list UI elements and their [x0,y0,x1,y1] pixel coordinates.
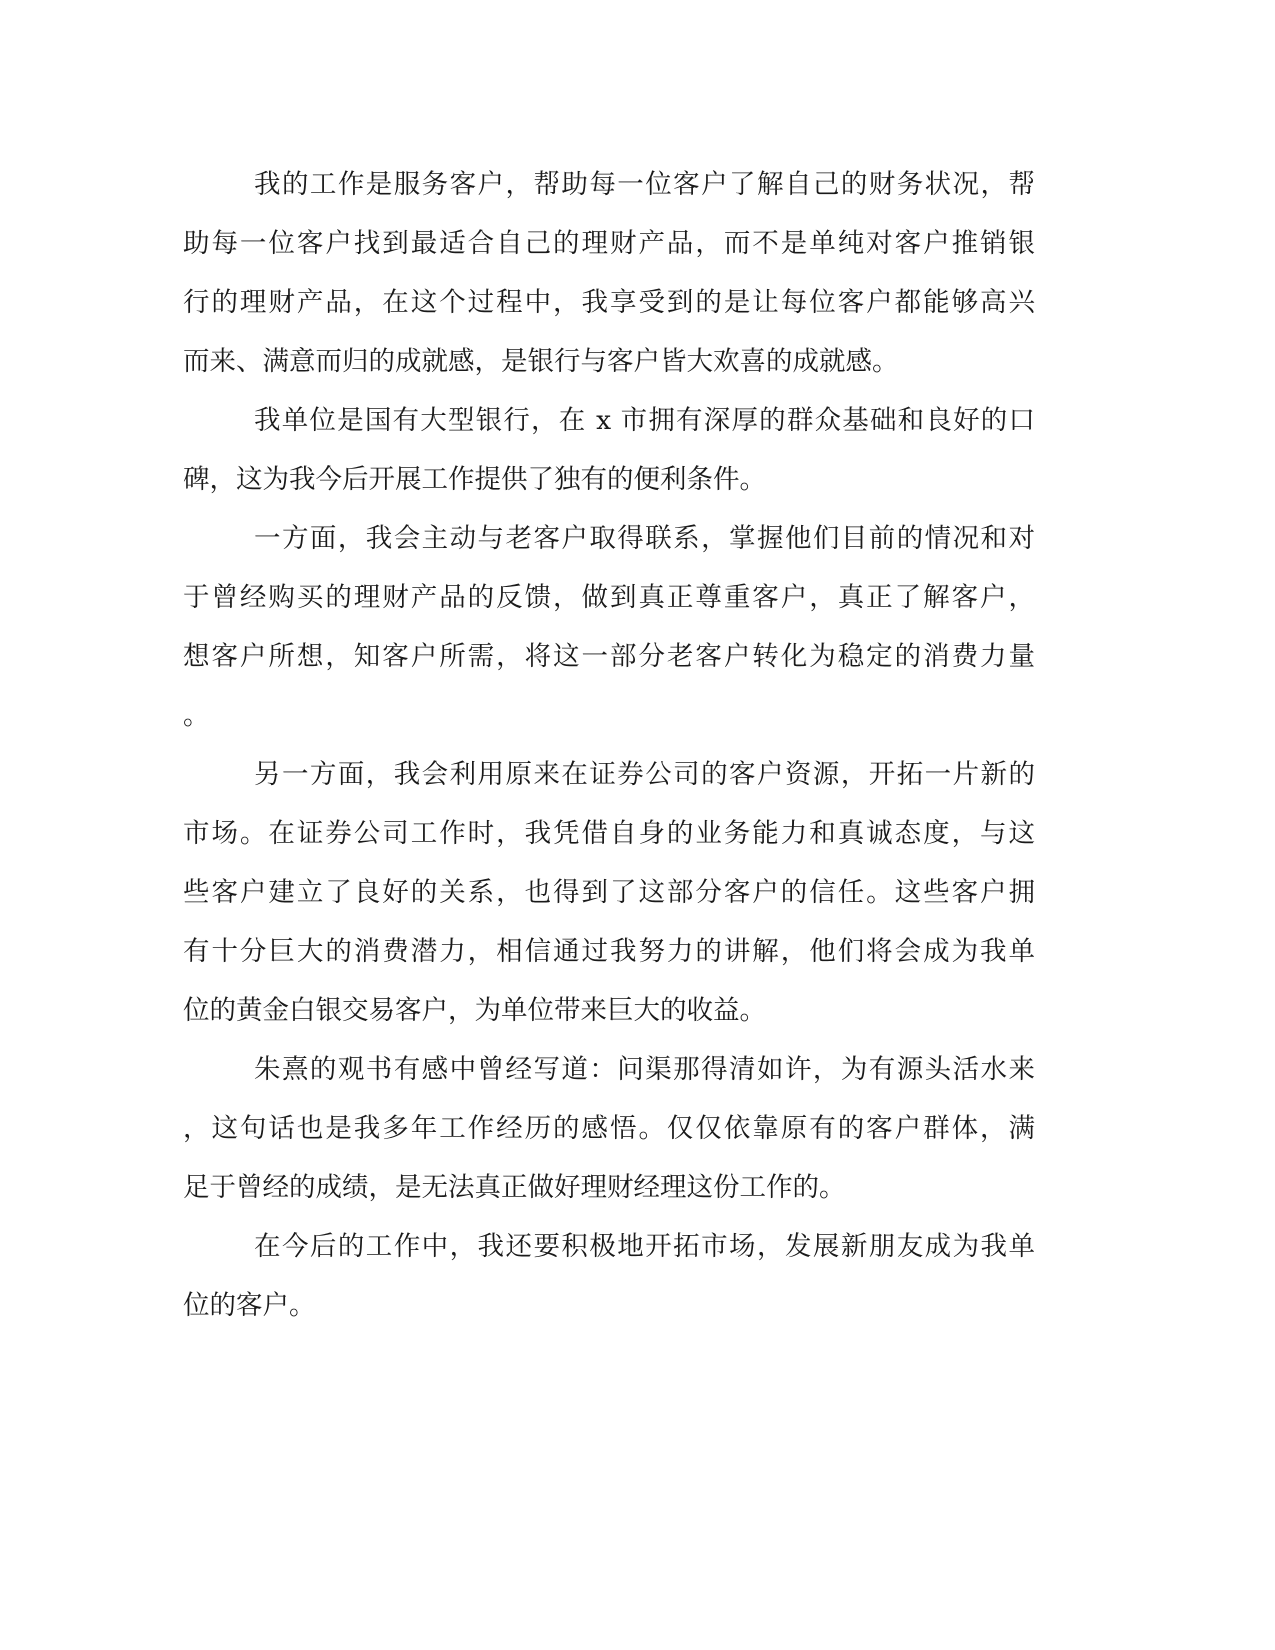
paragraph-line: 助每一位客户找到最适合自己的理财产品，而不是单纯对客户推销银 [183,228,1035,259]
paragraph-line: 另一方面，我会利用原来在证券公司的客户资源，开拓一片新的 [254,759,1035,790]
paragraph-line: 而来、满意而归的成就感，是银行与客户皆大欢喜的成就感。 [183,346,899,377]
paragraph-line: 在今后的工作中，我还要积极地开拓市场，发展新朋友成为我单 [254,1231,1035,1262]
paragraph-4 [183,745,1035,1040]
paragraph-line: 朱熹的观书有感中曾经写道：问渠那得清如许，为有源头活水来 [254,1054,1035,1085]
paragraph-line: 我的工作是服务客户，帮助每一位客户了解自己的财务状况，帮 [254,169,1035,200]
paragraph-line: 想客户所想，知客户所需，将这一部分老客户转化为稳定的消费力量 [183,641,1035,672]
paragraph-line: 于曾经购买的理财产品的反馈，做到真正尊重客户，真正了解客户， [183,582,1035,613]
paragraph-2 [183,391,1035,509]
paragraph-line: 位的客户。 [183,1290,316,1321]
paragraph-1 [183,155,1035,391]
paragraph-line: ，这句话也是我多年工作经历的感悟。仅仅依靠原有的客户群体，满 [183,1113,1035,1144]
paragraph-line: 位的黄金白银交易客户，为单位带来巨大的收益。 [183,995,766,1026]
paragraph-line: 些客户建立了良好的关系，也得到了这部分客户的信任。这些客户拥 [183,877,1035,908]
paragraph-line: 有十分巨大的消费潜力，相信通过我努力的讲解，他们将会成为我单 [183,936,1035,967]
paragraph-line: 行的理财产品，在这个过程中，我享受到的是让每位客户都能够高兴 [183,287,1035,318]
paragraph-line: 市场。在证券公司工作时，我凭借自身的业务能力和真诚态度，与这 [183,818,1035,849]
document-body [183,155,1035,1335]
paragraph-line: 。 [183,700,210,731]
paragraph-line: 碑，这为我今后开展工作提供了独有的便利条件。 [183,464,766,495]
paragraph-3 [183,509,1035,745]
paragraph-5 [183,1040,1035,1217]
paragraph-line: 一方面，我会主动与老客户取得联系，掌握他们目前的情况和对 [254,523,1035,554]
paragraph-line: 我单位是国有大型银行，在 x 市拥有深厚的群众基础和良好的口 [254,405,1035,436]
paragraph-6 [183,1217,1035,1335]
paragraph-line: 足于曾经的成绩，是无法真正做好理财经理这份工作的。 [183,1172,846,1203]
